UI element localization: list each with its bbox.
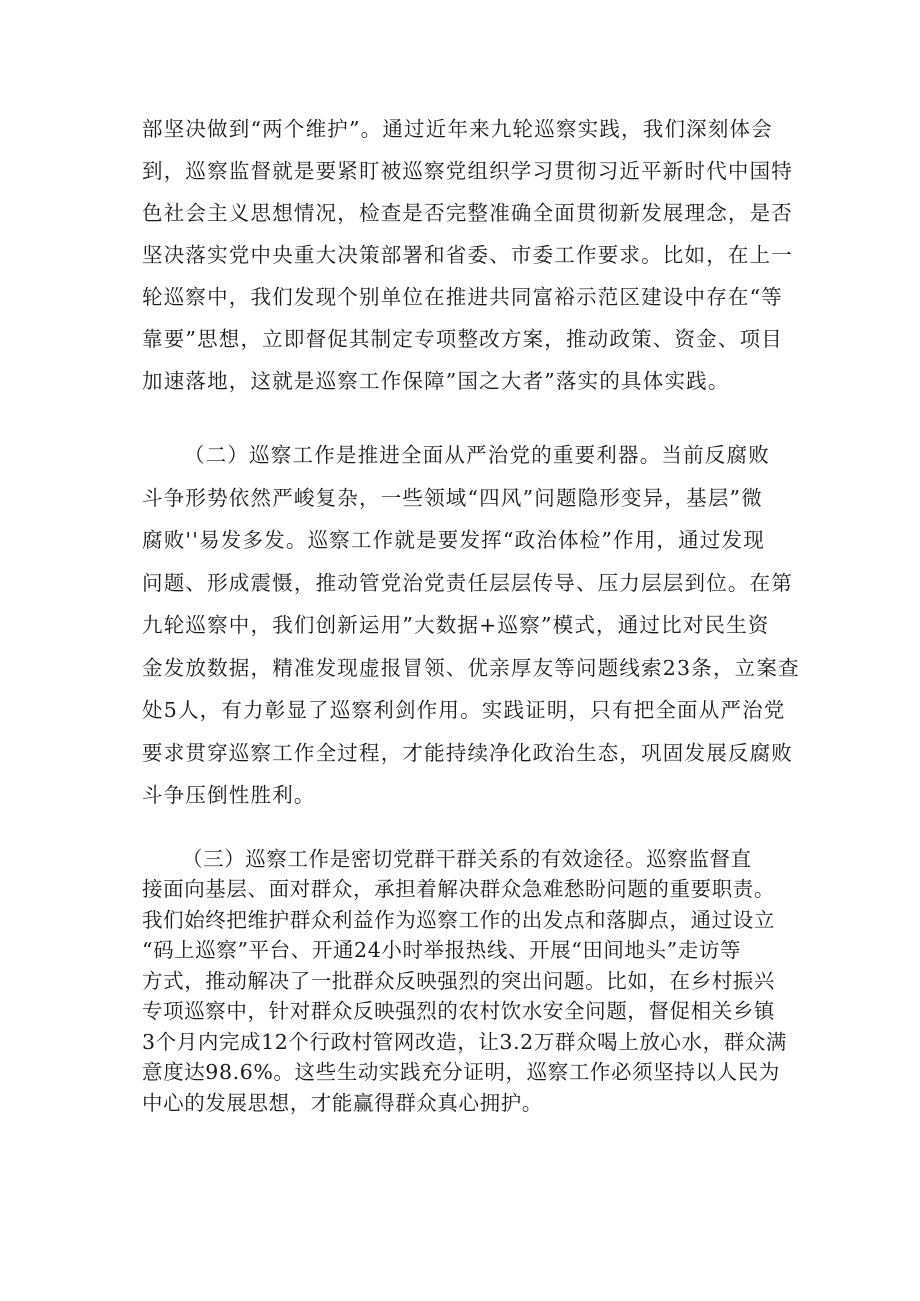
paragraph-line: 处5人，有力彰显了巡察利剑作用。实践证明，只有把全面从严治党 — [142, 698, 786, 722]
paragraph-line: 九轮巡察中，我们创新运用”大数据+巡察”模式，通过比对民生资 — [142, 613, 770, 637]
paragraph-line: （三）巡察工作是密切党群干群关系的有效途径。巡察监督直 — [182, 846, 752, 871]
paragraph-line: 到，巡察监督就是要紧盯被巡察党组织学习贯彻习近平新时代中国特 — [142, 159, 793, 183]
paragraph-line: 斗争形势依然严峻复杂，一些领域“四风”问题隐形变异，基层”微 — [142, 485, 763, 510]
paragraph-line: 轮巡察中，我们发现个别单位在推进共同富裕示范区建设中存在“等 — [142, 285, 783, 309]
paragraph-line: 金发放数据，精准发现虚报冒领、优亲厚友等问题线索23条，立案查 — [142, 655, 800, 680]
paragraph-line: 中心的发展思想，才能赢得群众真心拥护。 — [142, 1090, 543, 1115]
paragraph-line: 3个月内完成12个行政村管网改造，让3.2万群众喝上放心水，群众满 — [142, 1029, 788, 1054]
paragraph-line: 专项巡察中，针对群众反映强烈的农村饮水安全问题，督促相关乡镇 — [142, 999, 775, 1023]
paragraph-1 — [142, 108, 793, 402]
paragraph-line: 接面向基层、面对群众，承担着解决群众急难愁盼问题的重要职责。 — [142, 877, 775, 901]
paragraph-line: 坚决落实党中央重大决策部署和省委、市委工作要求。比如，在上一 — [142, 243, 793, 267]
paragraph-line: 问题、形成震慑，推动管党治党责任层层传导、压力层层到位。在第 — [142, 570, 793, 595]
paragraph-line: （二）巡察工作是推进全面从严治党的重要利器。当前反腐败 — [184, 443, 770, 467]
paragraph-line: 部坚决做到“两个维护”。通过近年来九轮巡察实践，我们深刻体会 — [142, 117, 773, 141]
paragraph-line: 方式，推动解决了一批群众反映强烈的突出问题。比如，在乡村振兴 — [142, 968, 775, 993]
paragraph-3 — [142, 844, 788, 1119]
paragraph-line: 斗争压倒性胜利。 — [142, 783, 316, 807]
paragraph-line: 色社会主义思想情况，检查是否完整准确全面贯彻新发展理念，是否 — [142, 201, 793, 225]
document-page — [142, 108, 800, 1118]
paragraph-2 — [142, 434, 800, 817]
paragraph-line: 腐败''易发多发。巡察工作就是要发挥“政治体检”作用，通过发现 — [142, 528, 765, 552]
paragraph-line: “码上巡察”平台、开通24小时举报热线、开展“田间地头”走访等 — [142, 938, 742, 962]
paragraph-line: 加速落地，这就是巡察工作保障”国之大者”落实的具体实践。 — [142, 369, 730, 393]
paragraph-line: 要求贯穿巡察工作全过程，才能持续净化政治生态，巩固发展反腐败 — [142, 740, 793, 765]
paragraph-line: 靠要”思想，立即督促其制定专项整改方案，推动政策、资金、项目 — [142, 327, 783, 351]
paragraph-line: 我们始终把维护群众利益作为巡察工作的出发点和落脚点，通过设立 — [142, 907, 775, 932]
paragraph-line: 意度达98.6%。这些生动实践充分证明，巡察工作必须坚持以人民为 — [142, 1060, 780, 1084]
